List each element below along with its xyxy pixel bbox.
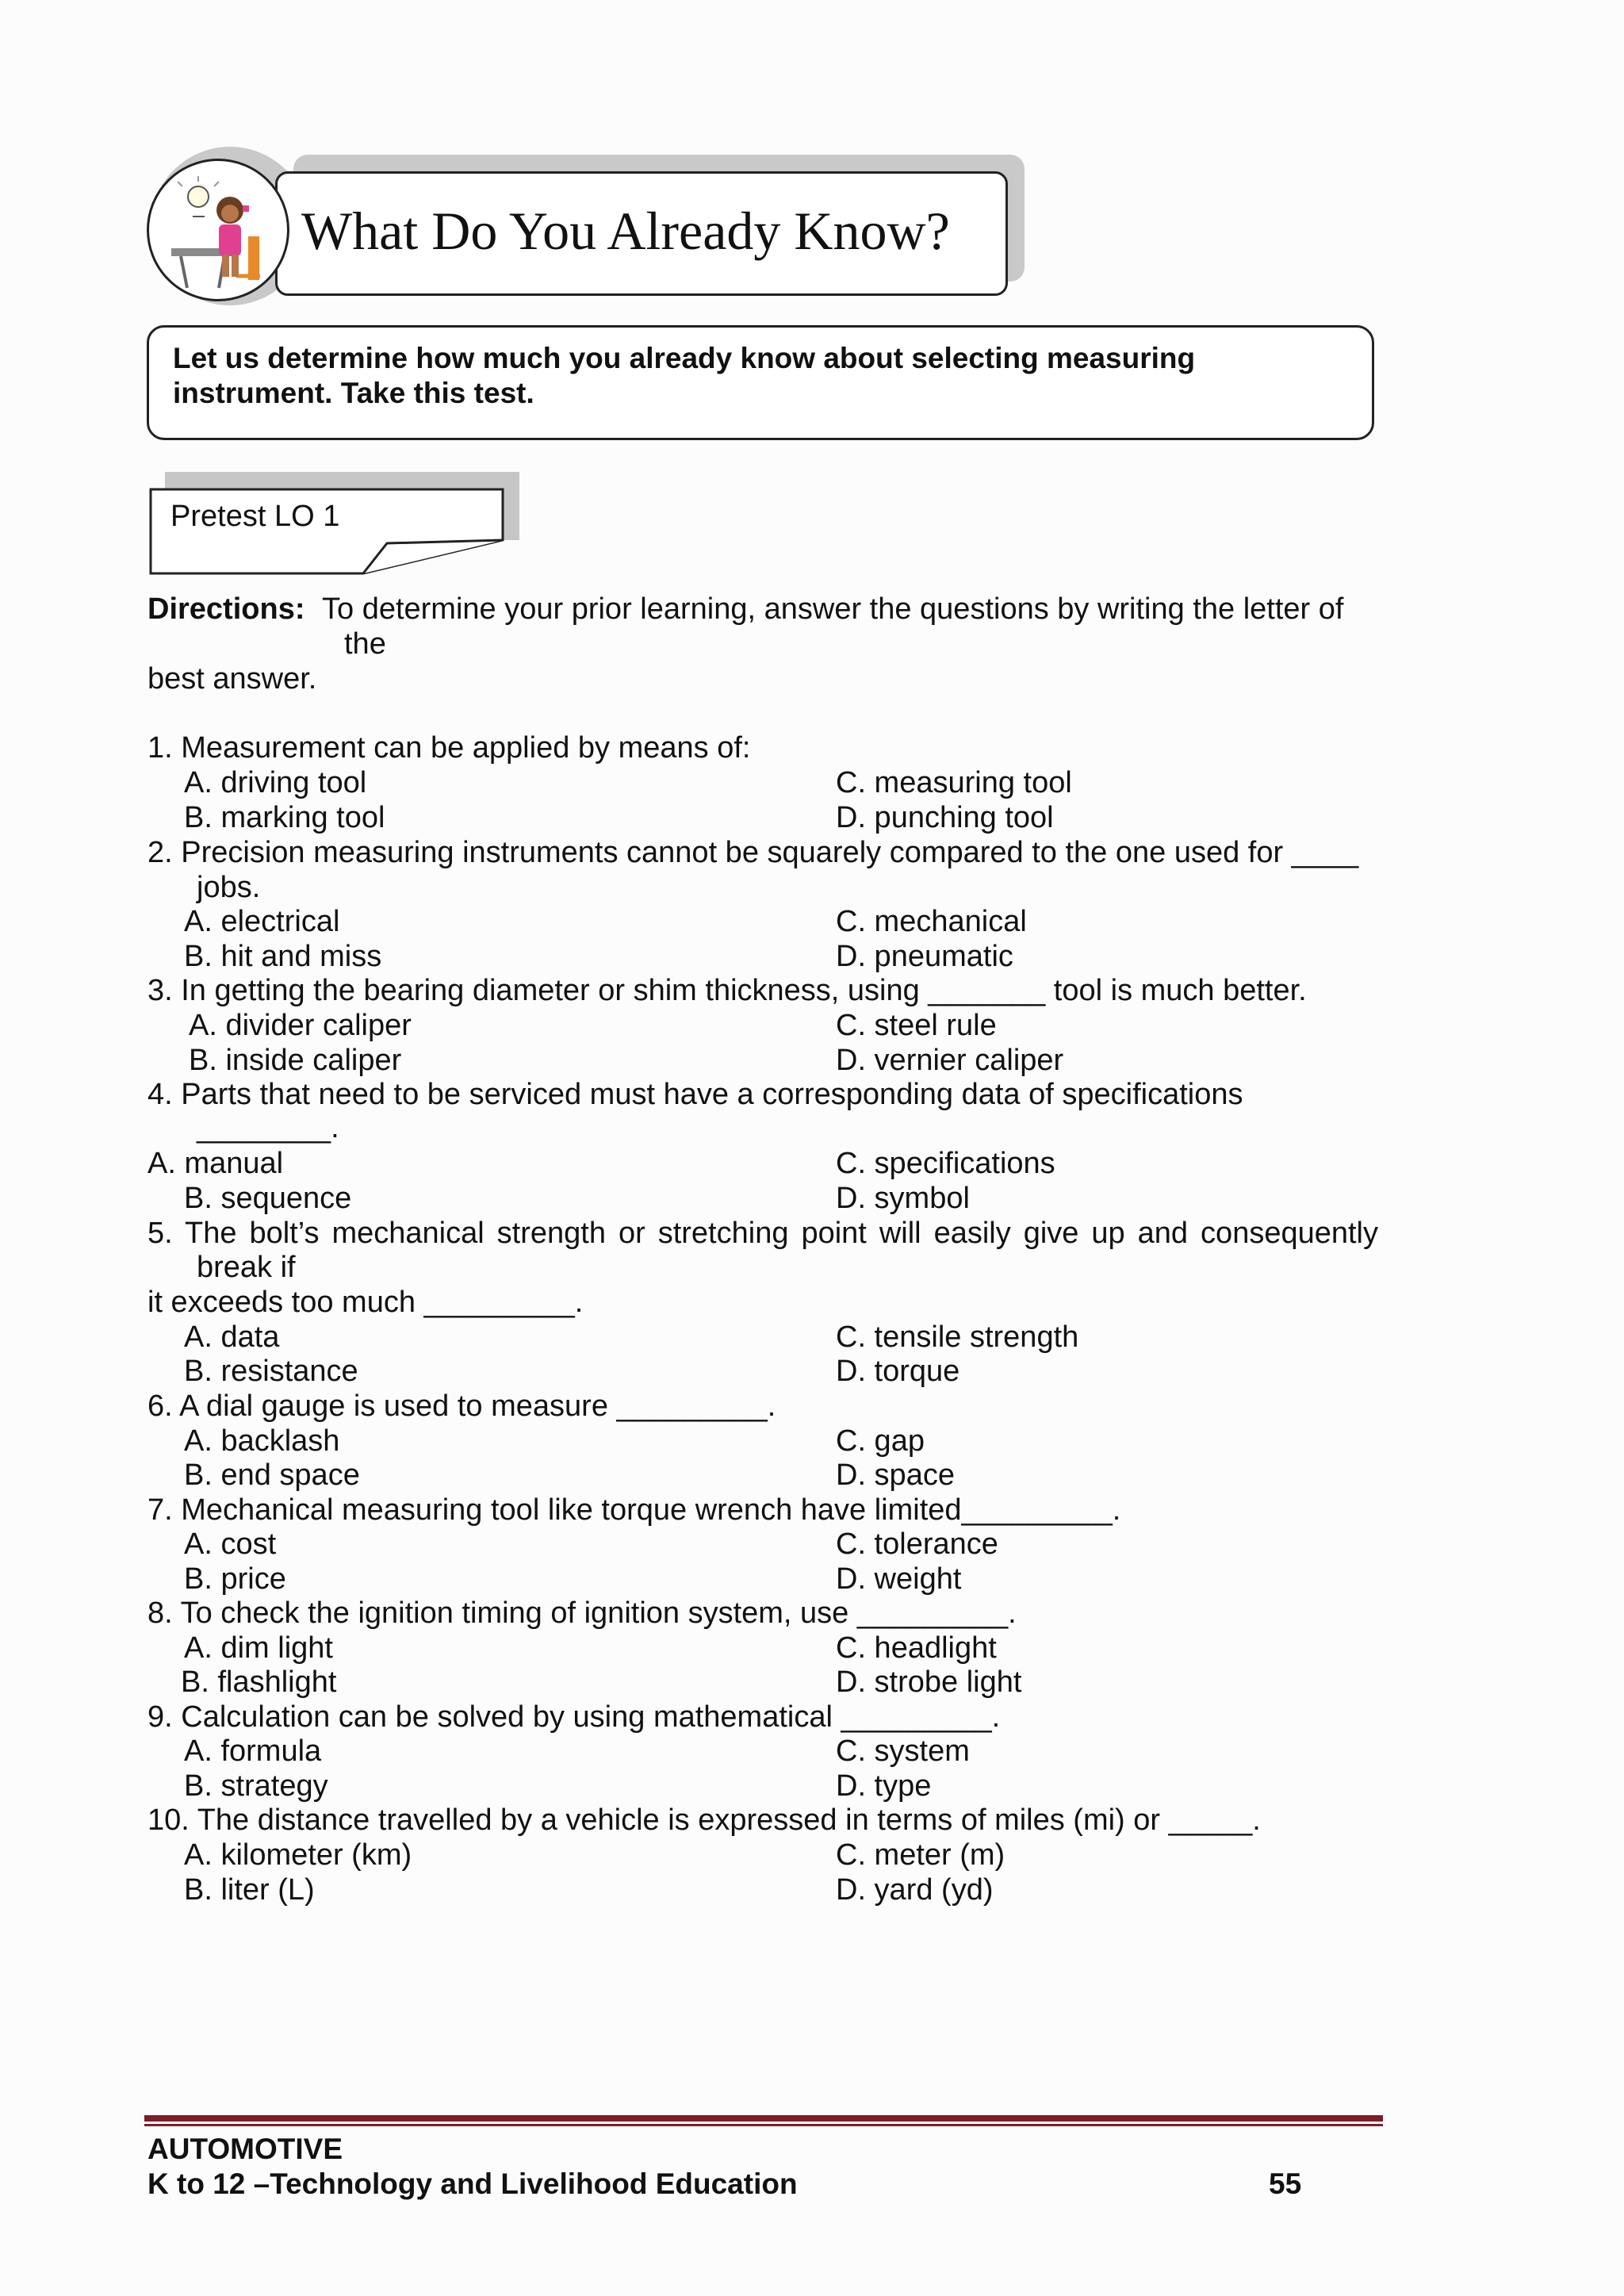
answer-option: D. torque [836,1355,960,1388]
answer-option: D. vernier caliper [836,1044,1064,1077]
answer-option: C. specifications [836,1147,1055,1180]
answer-option: C. meter (m) [836,1838,1005,1872]
answer-option: A. divider caliper [189,1009,412,1042]
answer-option: D. strobe light [836,1665,1022,1699]
answer-option: C. gap [836,1424,925,1458]
answer-option: C. headlight [836,1631,997,1665]
directions-label: Directions: [147,592,305,626]
intro-text [173,341,1339,411]
answer-option: B. sequence [184,1182,352,1215]
footer-rule [144,2115,1383,2122]
answer-option: B. resistance [184,1355,358,1388]
answer-option: A. formula [184,1734,322,1768]
answer-option: D. type [836,1769,932,1803]
question-stem: 1. Measurement can be applied by means of: [147,731,751,765]
answer-option: C. mechanical [836,905,1027,938]
pretest-label: Pretest LO 1 [170,500,340,533]
answer-option: A. electrical [184,905,340,938]
footer-rule-thin [144,2124,1383,2126]
answer-option: D. weight [836,1562,962,1596]
answer-option: C. tolerance [836,1527,998,1561]
answer-option: D. space [836,1458,955,1492]
directions-text: best answer. [147,662,317,696]
answer-option: B. end space [184,1458,360,1492]
answer-option: C. tensile strength [836,1320,1079,1354]
answer-option: D. yard (yd) [836,1873,994,1907]
question-stem: 9. Calculation can be solved by using mathematical _________. [147,1700,1001,1734]
student-illustration [147,159,289,301]
answer-option: D. pneumatic [836,940,1013,973]
question-stem: 6. A dial gauge is used to measure _________. [147,1389,776,1423]
intro-line: Let us determine how much you already know about selecting measuring [173,342,1196,374]
footer-subject: AUTOMOTIVE [147,2133,343,2165]
question-stem: break if [197,1251,296,1284]
answer-option: A. cost [184,1527,277,1561]
question-stem: 5. The bolt’s mechanical strength or stretching point will easily give up and consequently [147,1217,1378,1250]
question-stem: 10. The distance travelled by a vehicle is expressed in terms of miles (mi) or _____. [147,1803,1261,1837]
answer-option: A. kilometer (km) [184,1838,412,1872]
question-stem: 8. To check the ignition timing of ignition system, use _________. [147,1596,1017,1630]
directions-text: the [344,627,386,661]
question-stem: 3. In getting the bearing diameter or shim thickness, using _______ tool is much better. [147,974,1307,1007]
directions-text: To determine your prior learning, answer the questions by writing the letter of [322,592,1344,626]
question-stem: ________. [197,1111,339,1144]
question-stem: 2. Precision measuring instruments cannot be squarely compared to the one used for ____ [147,836,1359,869]
answer-option: A. manual [147,1147,284,1180]
answer-option: B. price [184,1562,286,1596]
student-at-desk-icon [149,161,289,301]
answer-option: A. data [184,1320,280,1354]
question-stem: jobs. [197,871,261,904]
answer-option: C. system [836,1734,970,1768]
answer-option: B. strategy [184,1769,328,1803]
answer-option: A. driving tool [184,766,367,799]
answer-option: B. hit and miss [184,940,382,973]
answer-option: B. flashlight [181,1665,337,1699]
page-title: What Do You Already Know? [301,201,950,261]
answer-option: A. dim light [184,1631,333,1665]
question-stem: it exceeds too much _________. [147,1286,584,1319]
answer-option: A. backlash [184,1424,340,1458]
page-number: 55 [1269,2168,1302,2200]
answer-option: C. measuring tool [836,766,1072,799]
question-stem: 4. Parts that need to be serviced must have a corresponding data of specifications [147,1078,1243,1111]
answer-option: C. steel rule [836,1009,997,1042]
footer-course: K to 12 –Technology and Livelihood Education [147,2168,798,2200]
answer-option: B. marking tool [184,801,385,834]
intro-line: instrument. Take this test. [173,377,534,409]
question-stem: 7. Mechanical measuring tool like torque wrench have limited_________. [147,1493,1121,1527]
answer-option: D. punching tool [836,801,1054,834]
answer-option: D. symbol [836,1182,970,1215]
answer-option: B. liter (L) [184,1873,315,1907]
answer-option: B. inside caliper [189,1044,402,1077]
